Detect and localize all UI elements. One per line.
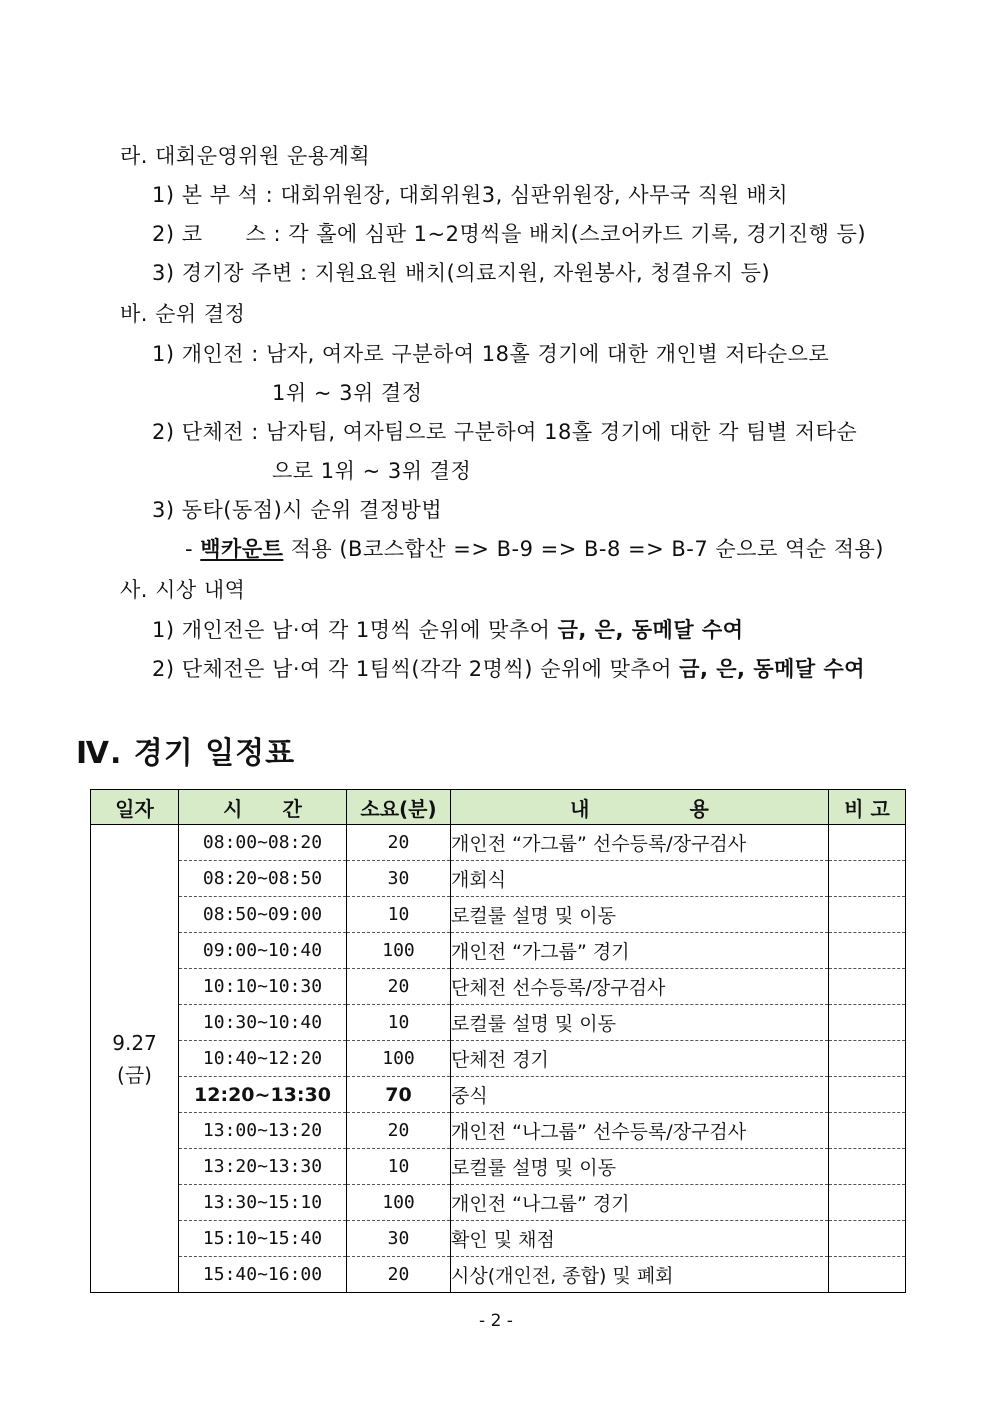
duration-cell: 10	[347, 1149, 451, 1185]
duration-cell: 10	[347, 1005, 451, 1041]
header-content: 내 용	[451, 790, 829, 825]
duration-cell: 20	[347, 825, 451, 861]
note-cell	[829, 1185, 906, 1221]
section-ra-item-1: 1) 본 부 석 : 대회위원장, 대회위원3, 심판위원장, 사무국 직원 배치	[152, 183, 789, 207]
header-time: 시 간	[179, 790, 347, 825]
header-duration: 소요(분)	[347, 790, 451, 825]
time-cell: 10:10~10:30	[179, 969, 347, 1005]
schedule-heading: Ⅳ. 경기 일정표	[76, 736, 296, 771]
duration-cell: 20	[347, 1113, 451, 1149]
table-header-row	[91, 790, 906, 825]
date-cell	[91, 825, 179, 1293]
section-ba-item-1-cont: 1위 ~ 3위 결정	[272, 381, 423, 405]
content-cell: 로컬룰 설명 및 이동	[451, 1149, 829, 1185]
header-note: 비 고	[829, 790, 906, 825]
duration-cell: 100	[347, 1185, 451, 1221]
content-cell: 로컬룰 설명 및 이동	[451, 897, 829, 933]
note-cell	[829, 825, 906, 861]
sa-item-2-medals: 금, 은, 동메달 수여	[679, 657, 866, 681]
section-ra-item-2: 2) 코 스 : 각 홀에 심판 1~2명씩을 배치(스코어카드 기록, 경기진행 등)	[152, 222, 867, 246]
time-cell: 10:30~10:40	[179, 1005, 347, 1041]
time-cell: 08:50~09:00	[179, 897, 347, 933]
note-cell	[829, 1005, 906, 1041]
section-sa-item-2	[152, 653, 865, 683]
table-row	[91, 1149, 906, 1185]
section-sa-item-1	[152, 614, 744, 644]
duration-cell: 100	[347, 1041, 451, 1077]
sa-item-1-text: 1) 개인전은 남·여 각 1명씩 순위에 맞추어	[152, 618, 558, 642]
note-cell	[829, 897, 906, 933]
page-number: - 2 -	[479, 1311, 513, 1331]
schedule-table	[90, 789, 906, 1293]
content-cell: 로컬룰 설명 및 이동	[451, 1005, 829, 1041]
duration-cell: 70	[347, 1077, 451, 1113]
section-sa-title: 사. 시상 내역	[120, 578, 246, 602]
note-cell	[829, 1257, 906, 1293]
note-cell	[829, 1041, 906, 1077]
section-ba-item-3: 3) 동타(동점)시 순위 결정방법	[152, 498, 443, 522]
section-ba-item-3-detail	[185, 533, 884, 563]
table-row	[91, 1041, 906, 1077]
content-cell: 개인전 “가그룹” 선수등록/장구검사	[451, 825, 829, 861]
time-cell: 15:10~15:40	[179, 1221, 347, 1257]
sa-item-1-medals: 금, 은, 동메달 수여	[557, 618, 744, 642]
time-cell: 15:40~16:00	[179, 1257, 347, 1293]
table-row	[91, 1185, 906, 1221]
backcount-detail: 적용 (B코스합산 => B-9 => B-8 => B-7 순으로 역순 적용)	[283, 537, 884, 561]
section-ra-title: 라. 대회운영위원 운용계획	[120, 144, 371, 168]
date-weekday: (금)	[117, 1062, 152, 1087]
section-ba-item-2-cont: 으로 1위 ~ 3위 결정	[272, 459, 472, 483]
table-row	[91, 861, 906, 897]
time-cell: 13:20~13:30	[179, 1149, 347, 1185]
table-row	[91, 1005, 906, 1041]
duration-cell: 10	[347, 897, 451, 933]
table-row	[91, 825, 906, 861]
section-ba-item-2: 2) 단체전 : 남자팀, 여자팀으로 구분하여 18홀 경기에 대한 각 팀별 저타순	[152, 420, 858, 444]
time-cell: 08:20~08:50	[179, 861, 347, 897]
table-row	[91, 1257, 906, 1293]
content-cell: 개인전 “나그룹” 경기	[451, 1185, 829, 1221]
table-row	[91, 1077, 906, 1113]
content-cell: 단체전 경기	[451, 1041, 829, 1077]
backcount-term: 백카운트	[200, 537, 284, 561]
time-cell: 10:40~12:20	[179, 1041, 347, 1077]
time-cell: 08:00~08:20	[179, 825, 347, 861]
dash: -	[185, 537, 201, 561]
note-cell	[829, 1149, 906, 1185]
sa-item-2-text: 2) 단체전은 남·여 각 1팀씩(각각 2명씩) 순위에 맞추어	[152, 657, 680, 681]
content-cell: 확인 및 채점	[451, 1221, 829, 1257]
table-row	[91, 897, 906, 933]
duration-cell: 20	[347, 969, 451, 1005]
note-cell	[829, 1077, 906, 1113]
note-cell	[829, 969, 906, 1005]
header-date: 일자	[91, 790, 179, 825]
note-cell	[829, 933, 906, 969]
time-cell: 13:30~15:10	[179, 1185, 347, 1221]
section-ba-item-1: 1) 개인전 : 남자, 여자로 구분하여 18홀 경기에 대한 개인별 저타순으로	[152, 342, 830, 366]
section-ra-item-3: 3) 경기장 주변 : 지원요원 배치(의료지원, 자원봉사, 청결유지 등)	[152, 261, 771, 285]
duration-cell: 30	[347, 861, 451, 897]
content-cell: 개인전 “나그룹” 선수등록/장구검사	[451, 1113, 829, 1149]
note-cell	[829, 861, 906, 897]
table-row	[91, 969, 906, 1005]
duration-cell: 30	[347, 1221, 451, 1257]
table-row	[91, 1221, 906, 1257]
time-cell: 12:20~13:30	[179, 1077, 347, 1113]
date-value: 9.27	[112, 1030, 157, 1055]
content-cell: 단체전 선수등록/장구검사	[451, 969, 829, 1005]
note-cell	[829, 1221, 906, 1257]
content-cell: 중식	[451, 1077, 829, 1113]
content-cell: 개인전 “가그룹” 경기	[451, 933, 829, 969]
table-row	[91, 1113, 906, 1149]
table-row	[91, 933, 906, 969]
content-cell: 개회식	[451, 861, 829, 897]
time-cell: 13:00~13:20	[179, 1113, 347, 1149]
section-ba-title: 바. 순위 결정	[120, 302, 246, 326]
note-cell	[829, 1113, 906, 1149]
time-cell: 09:00~10:40	[179, 933, 347, 969]
content-cell: 시상(개인전, 종합) 및 폐회	[451, 1257, 829, 1293]
duration-cell: 20	[347, 1257, 451, 1293]
duration-cell: 100	[347, 933, 451, 969]
